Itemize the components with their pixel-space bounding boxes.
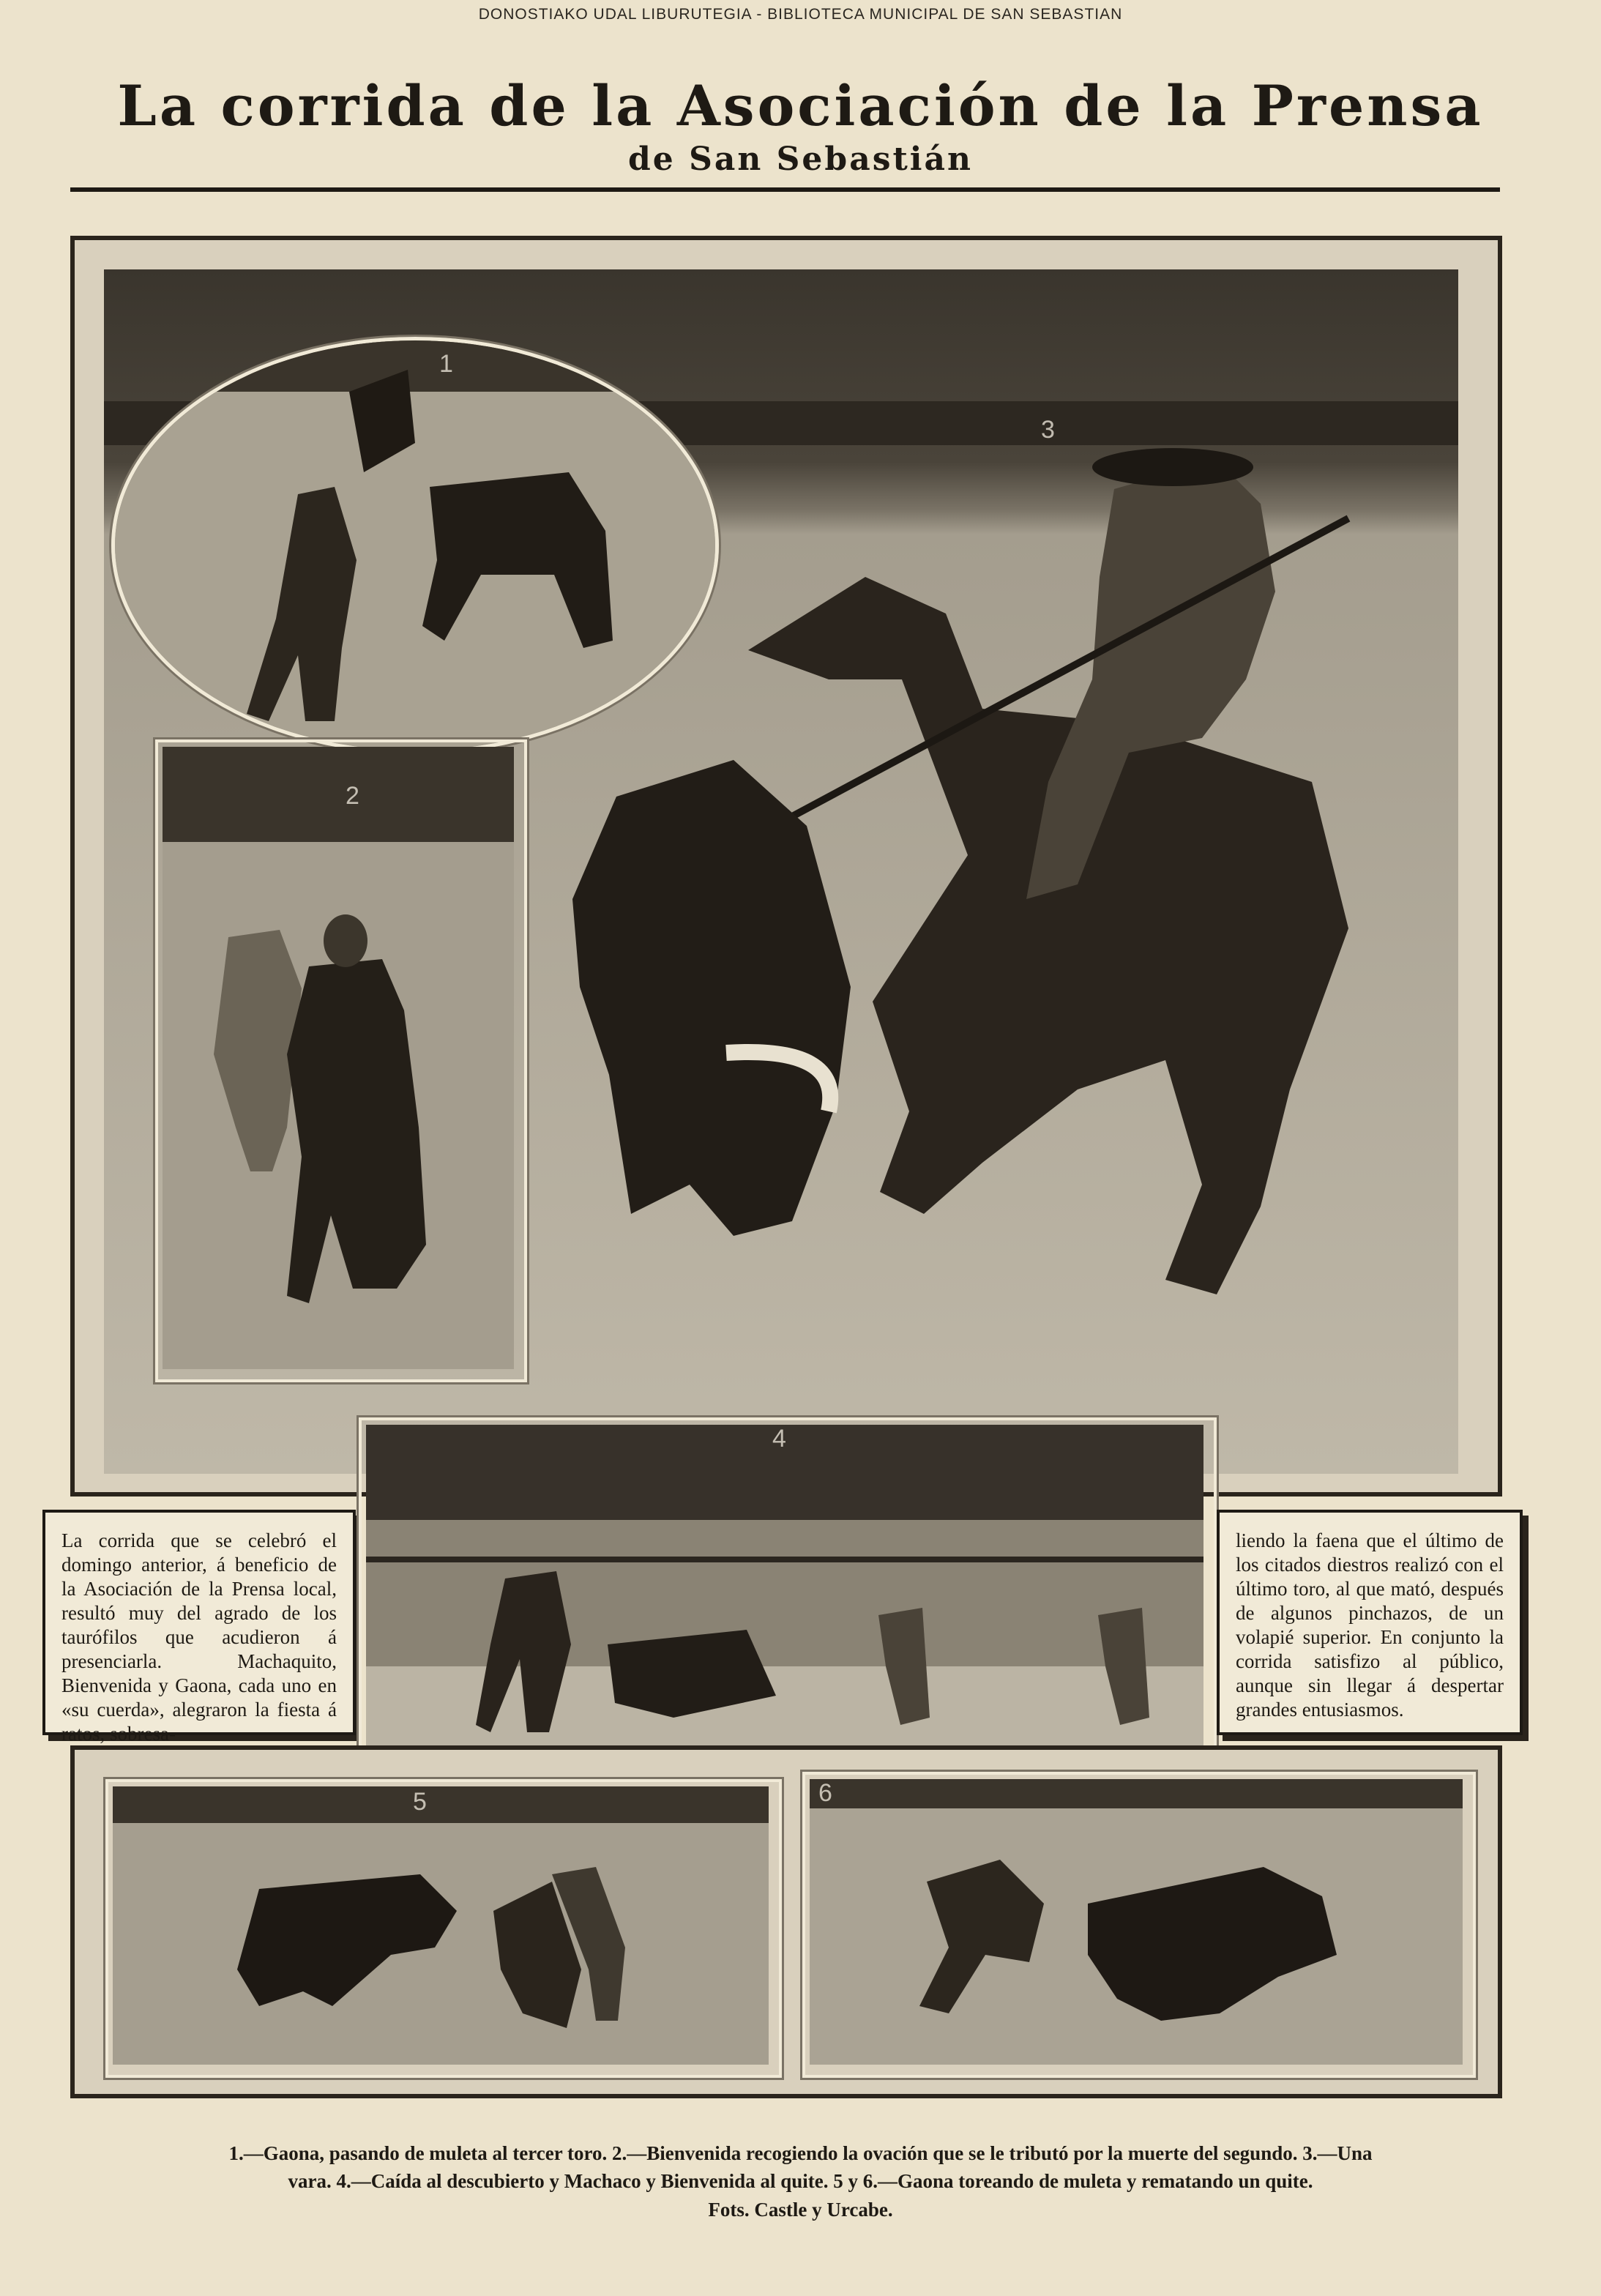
photo-2 xyxy=(163,747,514,1369)
photo-number-4: 4 xyxy=(772,1425,786,1453)
photo-6 xyxy=(810,1779,1463,2065)
article-right-text: liendo la faena que el último de los citados diestros realizó con el último toro, al que mató, después de algunos pinchazos, de un volapié superior. En conjunto la corrida satisfizo al público, aunque sin llegar á despertar grandes entusiasmos. xyxy=(1236,1529,1504,1721)
photo-1 xyxy=(115,340,715,750)
caption-line-1: 1.—Gaona, pasando de muleta al tercer toro. 2.—Bienvenida recogiendo la ovación que se le tributó por la muerte del segundo. 3.—Una xyxy=(228,2142,1373,2164)
photo-credit: Fots. Castle y Urcabe. xyxy=(708,2199,893,2221)
page-subtitle: de San Sebastián xyxy=(627,141,974,178)
photo-number-1: 1 xyxy=(439,350,453,378)
photo-5 xyxy=(113,1786,769,2065)
title-rule xyxy=(70,187,1500,192)
library-header: DONOSTIAKO UDAL LIBURUTEGIA - BIBLIOTECA MUNICIPAL DE SAN SEBASTIAN xyxy=(478,6,1123,23)
article-right-box xyxy=(1217,1510,1523,1735)
article-left-box xyxy=(42,1510,356,1745)
photo-number-2: 2 xyxy=(346,782,359,810)
article-left-text: La corrida que se celebró el domingo anterior, á beneficio de la Asociación de la Prensa local, resultó muy del agrado de los taurófilos que acudieron á presenciarla. Machaquito, Bienvenida y Gaona, cada uno en «su cuerda», alegraron la fiesta á ratos, sobresa- xyxy=(61,1529,337,1745)
photo-number-3: 3 xyxy=(1041,416,1055,444)
photo-number-6: 6 xyxy=(818,1779,832,1807)
photo-number-5: 5 xyxy=(413,1788,427,1816)
photo-4 xyxy=(366,1425,1203,1767)
caption-line-2: vara. 4.—Caída al descubierto y Machaco y Bienvenida al quite. 5 y 6.—Gaona toreando de muleta y rematando un quite. xyxy=(288,2170,1313,2192)
page-title: La corrida de la Asociación de la Prensa xyxy=(117,73,1484,138)
photo-1-oval-frame xyxy=(111,337,719,754)
